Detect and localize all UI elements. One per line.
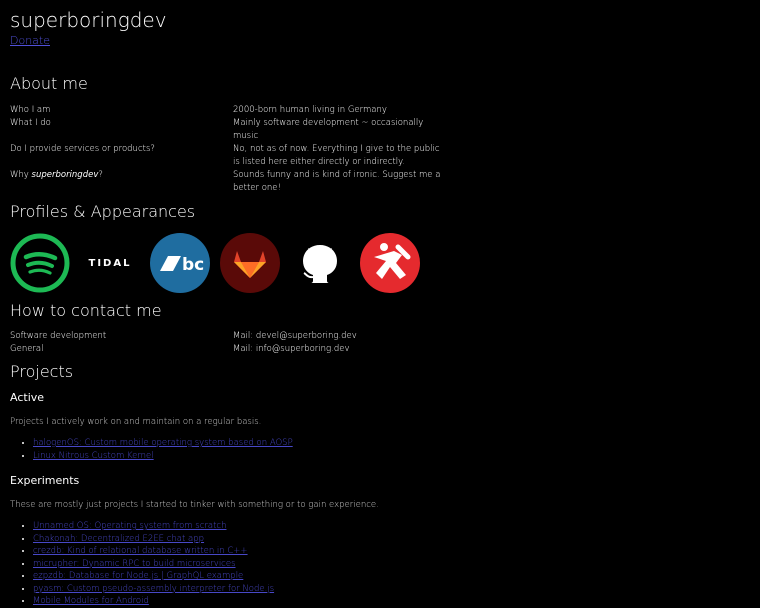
project-link[interactable]: crezdb: Kind of relational database written in C++ xyxy=(33,546,248,556)
list-item xyxy=(33,570,750,583)
about-key-suffix: ? xyxy=(98,170,103,180)
experiments-heading: Experiments xyxy=(10,474,80,487)
about-heading: About me xyxy=(10,74,88,93)
about-row xyxy=(10,104,443,117)
experiments-projects-list xyxy=(10,520,750,608)
about-row xyxy=(10,169,443,195)
about-key: What I do xyxy=(10,118,51,128)
list-item xyxy=(33,450,750,463)
project-link[interactable]: ezpzdb: Database for Node.js | GraphQL example xyxy=(33,571,244,581)
contact-value: Mail: info@superboring.dev xyxy=(233,344,350,354)
project-link[interactable]: micrupher: Dynamic RPC to build microservices xyxy=(33,558,236,569)
project-link[interactable]: pyasm: Custom pseudo-assembly interpreter for Node.js xyxy=(33,583,275,594)
project-link[interactable]: halogenOS: Custom mobile operating system based on AOSP xyxy=(33,438,293,448)
donate-link[interactable]: Donate xyxy=(10,34,50,47)
list-item xyxy=(33,437,750,450)
about-value: No, not as of now. Everything I give to the public is listed here either directly or indirectly. xyxy=(233,144,440,167)
bandcamp-label: bc xyxy=(182,255,205,275)
list-item xyxy=(33,520,750,533)
about-key xyxy=(10,169,233,195)
experiments-description: These are mostly just projects I started to tinker with something or to gain experience. xyxy=(10,500,379,510)
contact-key: General xyxy=(10,344,44,354)
site-title: superboringdev xyxy=(10,8,167,32)
list-item xyxy=(33,533,750,546)
active-description: Projects I actively work on and maintain on a regular basis. xyxy=(10,417,262,427)
active-projects-list xyxy=(10,437,750,462)
about-value: Sounds funny and is kind of ironic. Suggest me a better one! xyxy=(233,170,441,193)
list-item xyxy=(33,595,750,608)
project-link[interactable]: Linux Nitrous Custom Kernel xyxy=(33,450,154,461)
contact-table xyxy=(10,330,443,356)
project-link[interactable]: Unnamed OS: Operating system from scratch xyxy=(33,521,227,531)
active-heading: Active xyxy=(10,391,45,404)
about-key: Who I am xyxy=(10,105,51,115)
list-item xyxy=(33,545,750,558)
tidal-icon[interactable]: TIDAL xyxy=(88,257,132,269)
list-item xyxy=(33,558,750,571)
contact-key: Software development xyxy=(10,331,107,341)
project-link[interactable]: Mobile Modules for Android xyxy=(33,596,149,606)
profile-icons xyxy=(10,233,750,293)
about-key-emphasis: superboringdev xyxy=(31,170,99,180)
projects-heading: Projects xyxy=(10,362,74,381)
about-value: Mainly software development ~ occasionally music xyxy=(233,118,424,141)
spotify-icon[interactable] xyxy=(10,233,70,293)
contact-row xyxy=(10,330,443,343)
contact-row xyxy=(10,343,443,356)
bandcamp-icon[interactable] xyxy=(150,233,210,293)
gitlab-icon[interactable] xyxy=(220,233,280,293)
contact-value: Mail: devel@superboring.dev xyxy=(233,331,357,341)
profiles-heading: Profiles & Appearances xyxy=(10,202,196,221)
project-link[interactable]: Chakonah: Decentralized E2EE chat app xyxy=(33,533,205,544)
about-row xyxy=(10,143,443,169)
about-table xyxy=(10,104,443,195)
github-icon[interactable] xyxy=(290,233,350,293)
soundcloud-like-icon[interactable] xyxy=(360,233,420,293)
about-key-prefix: Why xyxy=(10,170,32,180)
about-row xyxy=(10,117,443,143)
list-item xyxy=(33,583,750,596)
contact-heading: How to contact me xyxy=(10,301,162,320)
about-key: Do I provide services or products? xyxy=(10,144,155,154)
about-value: 2000-born human living in Germany xyxy=(233,105,387,115)
